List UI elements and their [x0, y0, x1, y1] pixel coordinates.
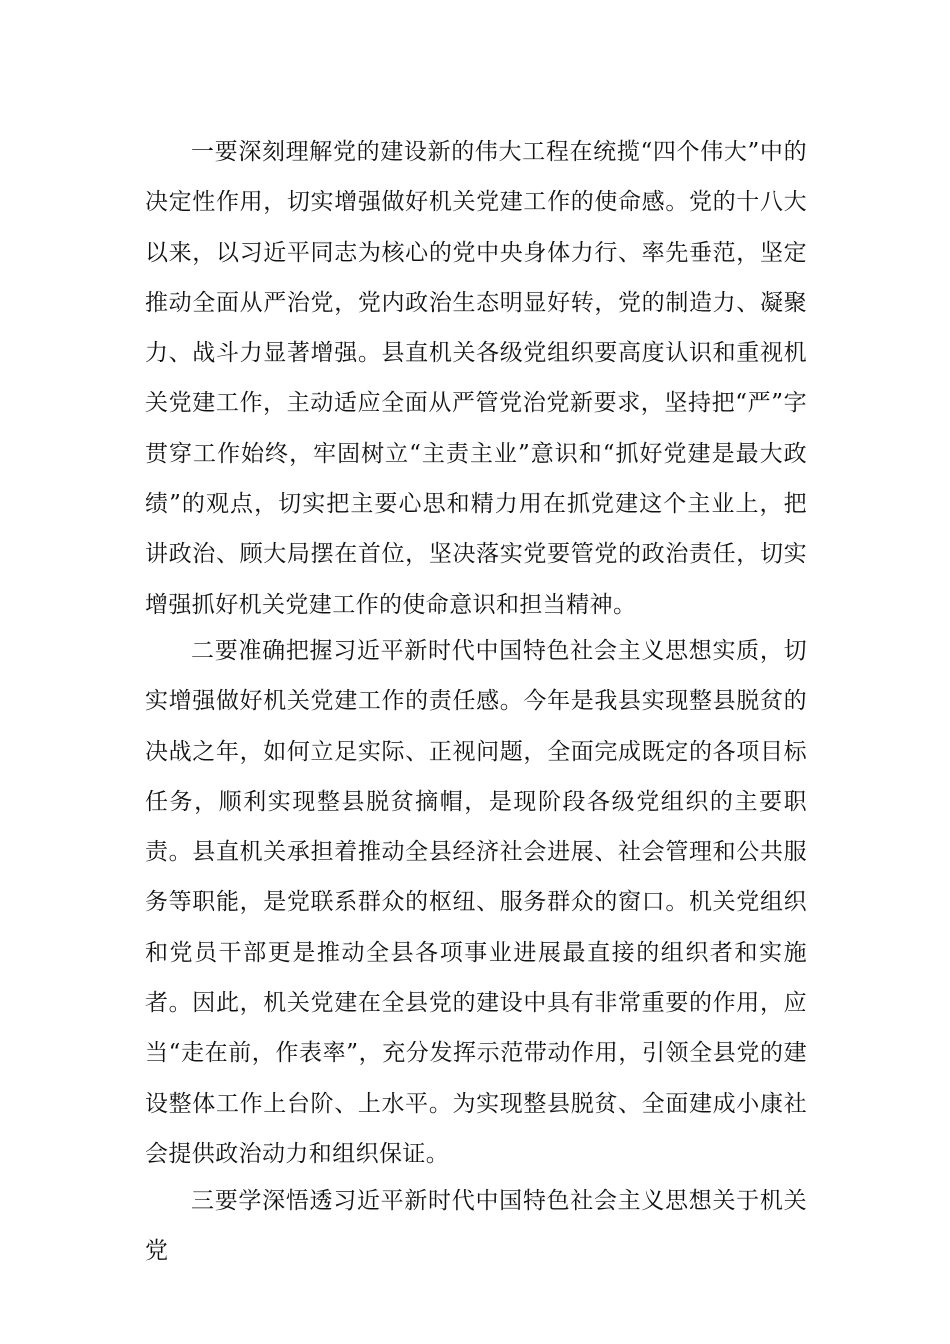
paragraph-1: 一要深刻理解党的建设新的伟大工程在统揽“四个伟大”中的决定性作用，切实增强做好机关党建工作的使命感。党的十八大以来，以习近平同志为核心的党中央身体力行、率先垂范，坚定推动全面从严治党，党内政治生态明显好转，党的制造力、凝聚力、战斗力显著增强。县直机关各级党组织要高度认识和重视机关党建工作，主动适应全面从严管党治党新要求，坚持把“严”字贯穿工作始终，牢固树立“主责主业”意识和“抓好党建是最大政绩”的观点，切实把主要心思和精力用在抓党建这个主业上，把讲政治、顾大局摆在首位，坚决落实党要管党的政治责任，切实增强抓好机关党建工作的使命意识和担当精神。 — [145, 139, 807, 618]
paragraph-3: 三要学深悟透习近平新时代中国特色社会主义思想关于机关党 — [145, 1188, 807, 1265]
paragraph-2: 二要准确把握习近平新时代中国特色社会主义思想实质，切实增强做好机关党建工作的责任感。今年是我县实现整县脱贫的决战之年，如何立足实际、正视问题，全面完成既定的各项目标任务，顺利实现整县脱贫摘帽，是现阶段各级党组织的主要职责。县直机关承担着推动全县经济社会进展、社会管理和公共服务等职能，是党联系群众的枢纽、服务群众的窗口。机关党组织和党员干部更是推动全县各项事业进展最直接的组织者和实施者。因此，机关党建在全县党的建设中具有非常重要的作用，应当“走在前，作表率”，充分发挥示范带动作用，引领全县党的建设整体工作上台阶、上水平。为实现整县脱贫、全面建成小康社会提供政治动力和组织保证。 — [145, 638, 807, 1167]
